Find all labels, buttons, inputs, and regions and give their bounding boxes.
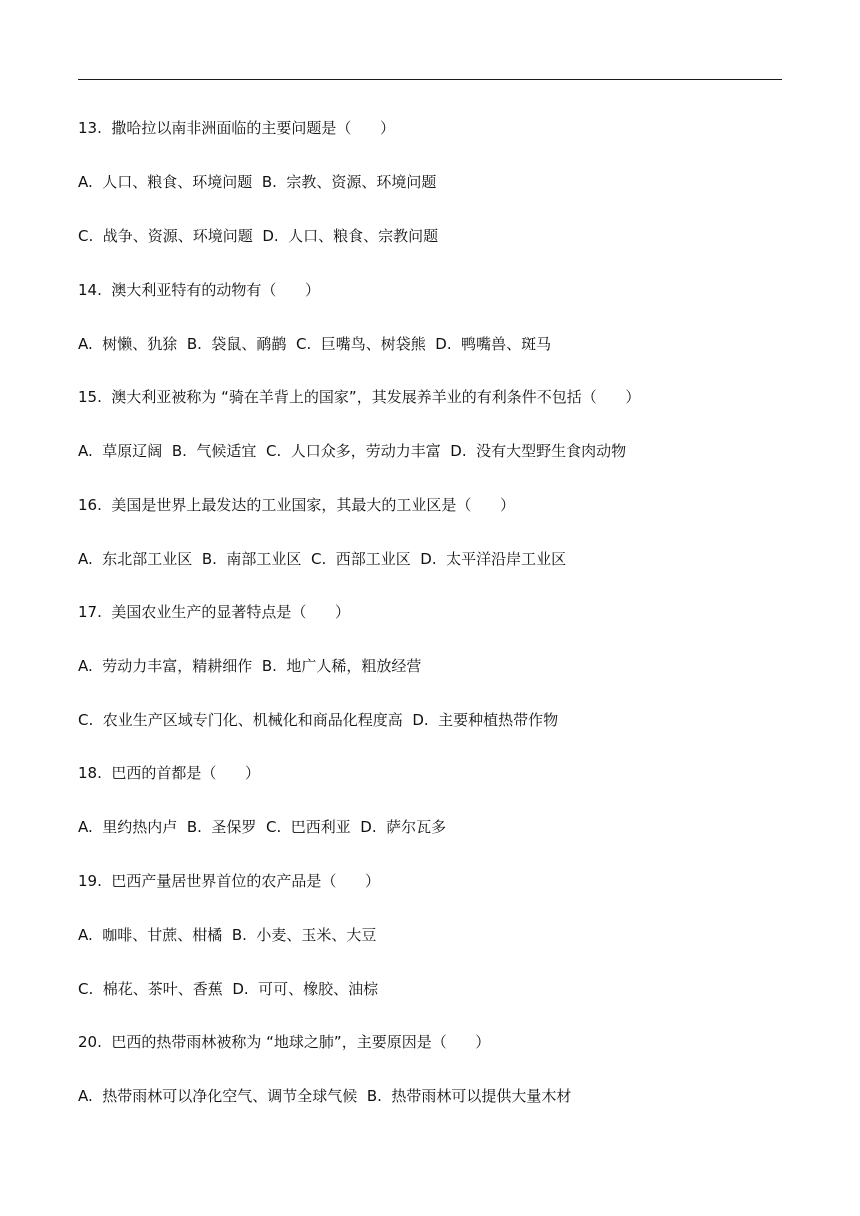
- header-rule: [78, 79, 782, 80]
- question-19: 19. 巴西产量居世界首位的农产品是（ ）: [78, 872, 381, 890]
- question-20: 20. 巴西的热带雨林被称为 “地球之肺”，主要原因是（ ）: [78, 1033, 491, 1051]
- question-20-options-ab: A. 热带雨林可以净化空气、调节全球气候 B. 热带雨林可以提供大量木材: [78, 1087, 572, 1105]
- question-14: 14. 澳大利亚特有的动物有（ ）: [78, 281, 321, 299]
- question-15: 15. 澳大利亚被称为 “骑在羊背上的国家”，其发展养羊业的有利条件不包括（ ）: [78, 388, 641, 406]
- question-16: 16. 美国是世界上最发达的工业国家，其最大的工业区是（ ）: [78, 496, 516, 514]
- question-13: 13. 撒哈拉以南非洲面临的主要问题是（ ）: [78, 119, 396, 137]
- question-19-options-ab: A. 咖啡、甘蔗、柑橘 B. 小麦、玉米、大豆: [78, 926, 377, 944]
- question-17-options-cd: C. 农业生产区域专门化、机械化和商品化程度高 D. 主要种植热带作物: [78, 711, 559, 729]
- question-16-options: A. 东北部工业区 B. 南部工业区 C. 西部工业区 D. 太平洋沿岸工业区: [78, 550, 567, 568]
- question-14-options: A. 树懒、犰狳 B. 袋鼠、鸸鹋 C. 巨嘴鸟、树袋熊 D. 鸭嘴兽、斑马: [78, 335, 552, 353]
- question-13-options-ab: A. 人口、粮食、环境问题 B. 宗教、资源、环境问题: [78, 173, 437, 191]
- question-15-options: A. 草原辽阔 B. 气候适宜 C. 人口众多，劳动力丰富 D. 没有大型野生食肉动物: [78, 442, 627, 460]
- question-17-options-ab: A. 劳动力丰富，精耕细作 B. 地广人稀，粗放经营: [78, 657, 422, 675]
- question-17: 17. 美国农业生产的显著特点是（ ）: [78, 603, 351, 621]
- question-13-options-cd: C. 战争、资源、环境问题 D. 人口、粮食、宗教问题: [78, 227, 439, 245]
- question-18-options: A. 里约热内卢 B. 圣保罗 C. 巴西利亚 D. 萨尔瓦多: [78, 818, 447, 836]
- question-18: 18. 巴西的首都是（ ）: [78, 764, 261, 782]
- question-19-options-cd: C. 棉花、茶叶、香蕉 D. 可可、橡胶、油棕: [78, 980, 379, 998]
